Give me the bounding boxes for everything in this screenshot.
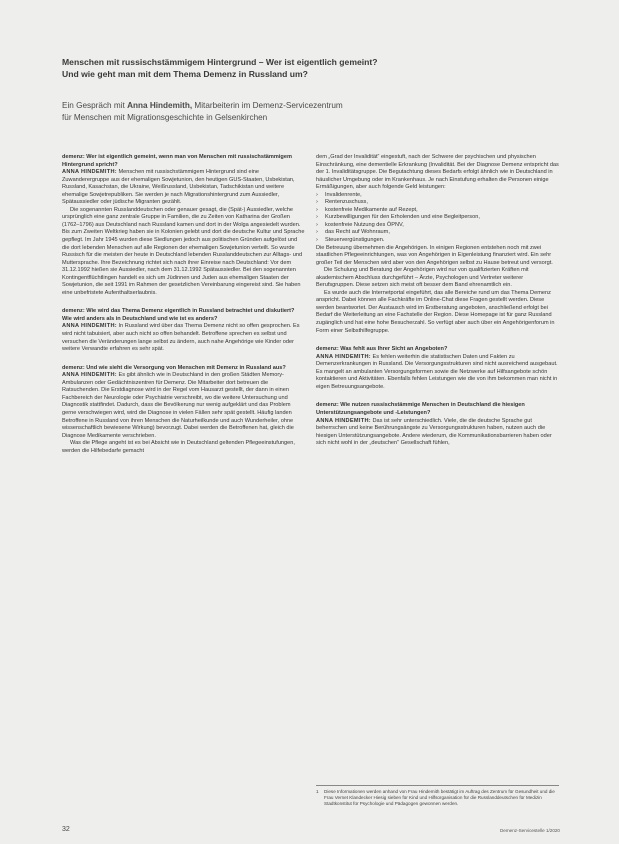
- answer-4: [316, 354, 559, 392]
- footnote: [316, 785, 559, 808]
- spacer: [316, 391, 559, 402]
- answer-2: [62, 323, 305, 353]
- speaker-label: ANNA HINDEMITH:: [316, 417, 371, 424]
- question-5: demenz: Wie nutzen russischstämmige Menschen in Deutschland die hiesigen Unterstützungsangebote und -Leistungen?: [316, 402, 525, 416]
- article-headline: [62, 57, 582, 80]
- paragraph-care-relatives: Die Betreuung übernehmen die Angehörigen. In einigen Regionen entstehen noch mit zwei staatlichen Pflegeeinrichtungen, was von Angehörigen in Eigenleistung finanziert wird. Ein sehr großer Teil der Menschen wird aber von den Angehörigen selbst zu Hause betreut und versorgt.: [316, 244, 553, 266]
- intro-line-1: [62, 100, 582, 112]
- spacer: [316, 335, 559, 346]
- answer-1: [62, 169, 305, 207]
- page-number: 32: [62, 826, 70, 833]
- speaker-label: ANNA HINDEMITH:: [62, 169, 117, 176]
- list-item: › Invalidenrente,: [316, 192, 559, 200]
- headline-line-2: Und wie geht man mit dem Thema Demenz in Russland um?: [62, 68, 308, 79]
- benefits-list: [316, 192, 559, 245]
- article-intro: [62, 100, 582, 124]
- answer-2-text: In Russland wird über das Thema Demenz nicht so offen gesprochen. Es wird nicht tabuisiert, aber auch nicht so offen behandelt. Betroffene sprechen es selbst und versuchen die Veränderungen lange selbst zu ändern, auch nahe Angehörige wie Kinder oder weitere Verwandte erfahren es sehr spät.: [62, 323, 300, 353]
- answer-4-text: Es fehlen weiterhin die statistischen Daten und Fakten zu Demenzerkrankungen in Russland. Die Versorgungsstrukturen sind nicht ausreichend ausgebaut. Es mangelt an ambulanten Versorgungsformen sowie die Netzwerke auf Hilfsangebote schön kontaktieren und Aktivitäten. Ebenfalls fehlen Leistungen wie die von ihm bekommen man nicht in eigen Betreuungsangebote.: [316, 353, 558, 390]
- answer-3: [62, 372, 305, 440]
- list-item: › kostenfreie Nutzung des ÖPNV,: [316, 222, 559, 230]
- right-column: [316, 154, 559, 448]
- footnote-number: 1: [316, 789, 319, 794]
- answer-1-text: Menschen mit russischstämmigem Hintergrund sind eine Zuwanderergruppe aus der ehemaligen Sowjetunion, den heutigen GUS-Staaten, Usbekistan, Russland, Kasachstan, die Ukraine, Weißrussland, Usbekistan, Tadschikistan und weitere ehemalige Sowjetrepubliken. Sie werden je nach Migrationshintergrund zum Aussiedler, Spätaussiedler oder jüdische Migranten gezählt.: [62, 169, 295, 206]
- answer-5: [316, 418, 559, 448]
- speaker-label: ANNA HINDEMITH:: [62, 323, 117, 330]
- list-item: › Rentenzuschuss,: [316, 199, 559, 207]
- answer-3-text: Es gibt ähnlich wie in Deutschland in den großen Städten Memory-Ambulanzen oder Gedächtniszentren für Demenz. Die Mitarbeiter dort betreuen die Ratsuchenden. Die Erstdiagnose wird in der Regel vom Hausarzt gestellt, der dann in einen Fachbereich der Neurologie oder Psychiatrie verschreibt, wo die weitere Untersuchung und Diagnostik stattfindet. Dadurch, dass die Bevölkerung nur wenig aufgeklärt und das Problem gerne verschwiegen wird, wird die Diagnose in vielen Fällen sehr spät gestellt. Häufig landen Betroffene in Russland von ihren Menschen die Naturheilkunde und auch Wunderheiler, ohne wissenschaftlich bewiesene Wirkung) bevorzugt. Dabei werden die Betroffenen hat, gleich die Diagnose Medikamente verschrieben.: [62, 372, 294, 439]
- intro-prefix: Ein Gespräch mit: [62, 101, 125, 110]
- left-column: [62, 154, 305, 455]
- list-item: › das Recht auf Wohnraum,: [316, 229, 559, 237]
- question-1: demenz: Wer ist eigentlich gemeint, wenn man von Menschen mit russischstämmigem Hintergrund spricht?: [62, 154, 292, 168]
- spacer: [62, 297, 305, 308]
- intro-line-2: für Menschen mit Migrationsgeschichte in Gelsenkirchen: [62, 113, 268, 122]
- paragraph-training: Die Schulung und Beratung der Angehörigen wird nur von qualifizierten Kräften mit akademischem Abschluss durchgeführt – Ärzte, Psychologen und Vertreter weiterer Berufsgruppen. Diese setzen sich meist oft besser dem Band ehrenamtlich ein.: [316, 267, 529, 289]
- spacer: [62, 354, 305, 365]
- intro-role: Mitarbeiterin im Demenz-Servicezentrum: [194, 101, 343, 110]
- list-item: › Steuervergünstigungen.: [316, 237, 559, 245]
- question-3: demenz: Und wie sieht die Versorgung von Menschen mit Demenz in Russland aus?: [62, 364, 286, 371]
- list-item: › kostenfreie Medikamente auf Rezept,: [316, 207, 559, 215]
- paragraph-invalidity: dem „Grad der Invalidität“ eingestuft, nach der Schwere der psychischen und physischen Einschränkung, eine dementielle Erkrankung (Invalidität. Bei der Diagnose Demenz entspricht das der 1. Invaliditätsgruppe. Die Begutachtung dieses Bedarfs erfolgt ähnlich wie in Deutschland in häuslicher Umgebung oder im Krankenhaus. Je nach Einstufung erhalten die Personen einige Ermäßigungen, aber auch folgende Geld leistungen:: [316, 154, 559, 191]
- paragraph-internet-portal: Es wurde auch die Internetportal eingeführt, das alle Bereiche rund um das Thema Demenz anspricht. Dabei können alle Fachkräfte im Online-Chat diese Fragen gestellt werden. Diese werden beantwortet. Der Austausch wird im Erstberatung angeboten, anschließend erfolgt bei Bedarf die Weiterleitung an eine Fachstelle der Region. Diese Homepage ist für ganz Russland zugänglich und hat eine hohe Besucherzahl. So verfügt aber auch über ein Angehörigenforum in Form einer Selbsthilfegruppe.: [316, 289, 555, 334]
- question-2: demenz: Wie wird das Thema Demenz eigentlich in Russland betrachtet und diskutiert? Wie wird anders als in Deutschland und wie ist es anders?: [62, 308, 295, 322]
- headline-line-1: Menschen mit russischstämmigem Hintergrund – Wer ist eigentlich gemeint?: [62, 57, 378, 67]
- paragraph-background: Die sogenannten Russlanddeutschen oder genauer gesagt, die (Spät-) Aussiedler, welche ursprünglich eine ganz zentrale Gruppe in Familien, die zu Zeiten von Katharina der Großen (1762–1796) aus Deutschland nach Russland kamen und dort in der Wolga angesiedelt wurden. Bis zum Zweiten Weltkrieg haben sie in Kolonien gelebt und dort die deutsche Kultur und Sprache gepflegt. Im Jahr 1945 wurden diese Siedlungen jedoch aus politischen Gründen aufgelöst und die dort lebenden Menschen auf alle Regionen der ehemaligen Sowjetunion verteilt. So wurde Russisch für die meisten der heute in Deutschland lebenden Russlanddeutschen zur Alltags- und Muttersprache. Ihre Bezeichnung richtet sich nach ihrer Einreise nach Deutschland: Vor dem 31.12.1992 hießen sie Aussiedler, nach dem 31.12.1992 Spätaussiedler. Bei den sogenannten Kontingentflüchtlingen handelt es sich um Jüdinnen und Juden aus ehemaligen Staaten der Sowjetunion, die seit 1991 im Rahmen der gesetzlichen Vereinbarung eingereist sind. Sie haben eine unbefristete Aufenthaltserlaubnis.: [62, 206, 305, 296]
- speaker-label: ANNA HINDEMITH:: [316, 353, 371, 360]
- running-footer: Demenz-Servicestelle 1/2020: [499, 828, 560, 833]
- list-item: › Kurzbewilligungen für den Erholenden und eine Begleitperson,: [316, 214, 559, 222]
- question-4: demenz: Was fehlt aus Ihrer Sicht an Angeboten?: [316, 346, 448, 353]
- footnote-text: Diese Informationen werden anhand von Frau Hindemith bestätigt im Auftrag des Zentrum für Gesundheit und die Frau Vernet Klandecker Hiesig sieben für Kind und Hilfsorganisation für die Russlanddeutschen für Medizin Stadtkonstitut für Psychologie und Pädagogen gewonnen werden.: [324, 789, 555, 807]
- speaker-label: ANNA HINDEMITH:: [62, 372, 117, 379]
- paragraph-care: Was die Pflege angeht ist es bei Absicht wie in Deutschland geltenden Pflegeeinstufungen, werden die Hilfebedarfe gemacht: [62, 440, 295, 454]
- interviewee-name: Anna Hindemith,: [127, 101, 193, 110]
- answer-5-text: Das ist sehr unterschiedlich. Viele, die die deutsche Sprache gut beherrschen und keine Berührungsängste zu Versorgungsstrukturen haben, nutzen auch die hiesigen Unterstützungsangebote. Andere wiederum, die Kommunikationsbarrieren haben oder sich nicht wohl in der „deutschen“ Gesellschaft fühlen,: [316, 417, 552, 447]
